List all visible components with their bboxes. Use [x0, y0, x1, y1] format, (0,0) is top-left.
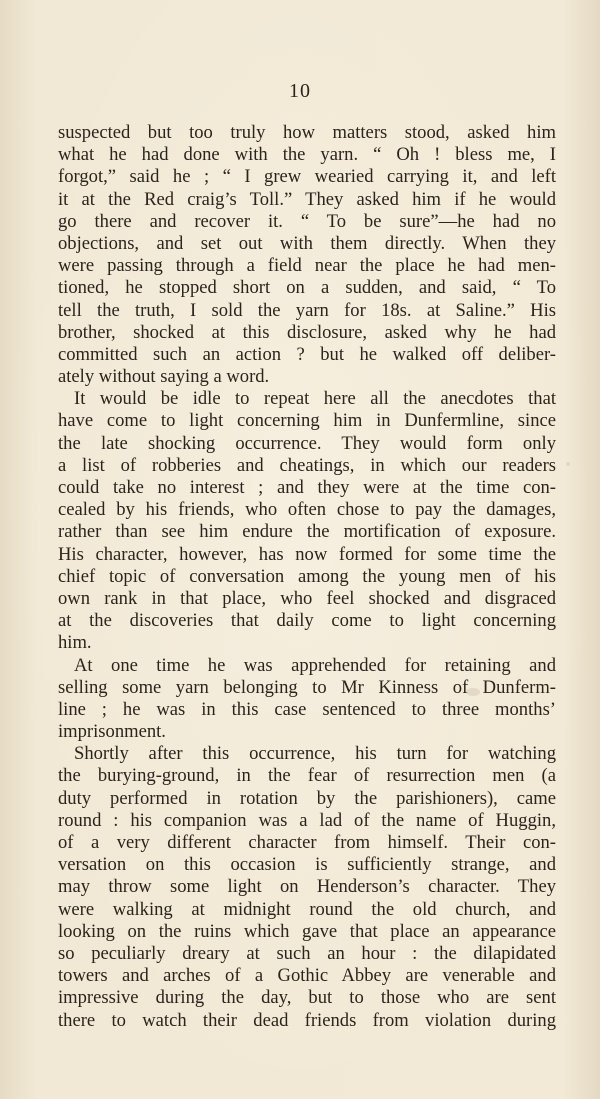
text-line: rather than see him endure the mortification of exposure.	[58, 521, 556, 543]
text-line: own rank in that place, who feel shocked and disgraced	[58, 587, 556, 609]
text-line: cealed by his friends, who often chose to pay the damages,	[58, 499, 556, 521]
text-line: there to watch their dead friends from violation during	[58, 1009, 556, 1031]
text-line: forgot,” said he ; “ I grew wearied carrying it, and left	[58, 166, 556, 188]
text-line: looking on the ruins which gave that place an appearance	[58, 920, 556, 942]
text-line: Shortly after this occurrence, his turn for watching	[74, 743, 556, 765]
text-line: of a very different character from himself. Their con-	[58, 832, 556, 853]
text-line: duty performed in rotation by the parishioners), came	[58, 787, 556, 809]
text-line: It would be idle to repeat here all the anecdotes that	[74, 388, 556, 410]
text-line: imprisonment.	[58, 721, 166, 743]
paper-spot	[466, 688, 480, 696]
text-line: tioned, he stopped short on a sudden, and said, “ To	[58, 277, 556, 299]
text-line: go there and recover it. “ To be sure”—he had no	[58, 210, 556, 232]
text-line: At one time he was apprehended for retaining and	[74, 654, 556, 676]
text-line: the burying-ground, in the fear of resurrection men (a	[58, 765, 556, 787]
text-line: selling some yarn belonging to Mr Kinness of Dunferm-	[58, 676, 556, 698]
text-line: so peculiarly dreary at such an hour : the dilapidated	[58, 942, 556, 964]
text-line: what he had done with the yarn. “ Oh ! bless me, I	[58, 144, 556, 166]
text-line: committed such an action ? but he walked off deliber-	[58, 343, 556, 365]
text-line: ately without saying a word.	[58, 366, 270, 388]
text-line: His character, however, has now formed for some time the	[58, 543, 556, 565]
text-line: brother, shocked at this disclosure, asked why he had	[58, 321, 556, 343]
text-line: versation on this occasion is sufficiently strange, and	[58, 854, 556, 876]
text-line: suspected but too truly how matters stood, asked him	[58, 122, 556, 143]
text-line: objections, and set out with them directly. When they	[58, 232, 556, 254]
text-line: were walking at midnight round the old church, and	[58, 898, 556, 920]
text-line: have come to light concerning him in Dunfermline, since	[58, 410, 556, 432]
text-line: chief topic of conversation among the young men of his	[58, 565, 556, 587]
text-line: the late shocking occurrence. They would form only	[58, 432, 556, 454]
text-line: at the discoveries that daily come to light concerning	[58, 610, 556, 632]
text-line: line ; he was in this case sentenced to three months’	[58, 698, 556, 720]
text-line: were passing through a field near the place he had men-	[58, 255, 556, 277]
text-line: may throw some light on Henderson’s character. They	[58, 876, 556, 898]
text-line: a list of robberies and cheatings, in which our readers	[58, 454, 556, 476]
text-line: could take no interest ; and they were at the time con-	[58, 477, 556, 498]
text-line: round : his companion was a lad of the name of Huggin,	[58, 809, 556, 831]
text-line: it at the Red craig’s Toll.” They asked him if he would	[58, 188, 556, 210]
page-number: 10	[289, 80, 311, 102]
text-line: tell the truth, I sold the yarn for 18s. at Saline.” His	[58, 299, 556, 321]
text-line: him.	[58, 632, 92, 654]
paper-spot	[566, 462, 570, 466]
text-line: impressive during the day, but to those who are sent	[58, 987, 556, 1009]
body-text	[58, 122, 556, 1032]
text-line: towers and arches of a Gothic Abbey are venerable and	[58, 965, 556, 987]
